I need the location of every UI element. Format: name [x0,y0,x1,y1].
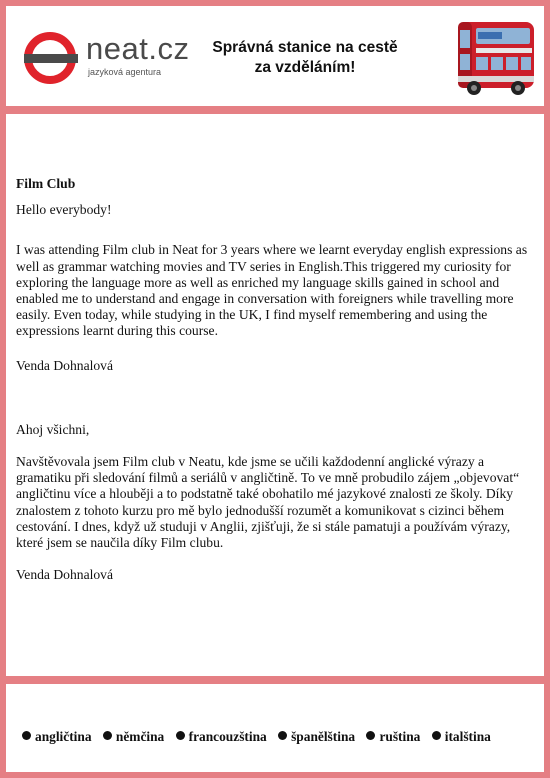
neat-logo[interactable] [22,30,202,86]
bullet-icon [22,731,31,740]
language-item-russian [366,729,420,745]
double-decker-bus-icon [452,12,540,100]
language-label: italština [444,729,491,744]
language-item-german [103,729,164,745]
en-signature: Venda Dohnalová [16,357,114,373]
language-label: francouzština [188,729,267,744]
bullet-icon [103,731,112,740]
language-label: španělština [291,729,356,744]
bullet-icon [432,731,441,740]
footer-divider [0,676,550,684]
brand-subtitle: jazyková agentura [88,67,162,77]
language-item-spanish [278,729,355,745]
bullet-icon [366,731,375,740]
en-body: I was attending Film club in Neat for 3 years where we learnt everyday english expressions as well as grammar watching movies and TV series in English.This triggered my curiosity for exploring the language more as well as enriched my language skills gained in school and enabled me to understand and engage in conversation with foreigners while travelling more easily. Even today, while studying in the UK, I find myself remembering and using the expressions learnt during this course. [16,242,528,339]
slogan-line-2: za vzděláním! [254,59,356,76]
language-list [22,729,532,745]
language-label: ruština [379,729,421,744]
en-greeting: Hello everybody! [16,202,112,218]
bullet-icon [278,731,287,740]
slogan-line-1: Správná stanice na cestě [212,39,398,56]
language-label: němčina [115,729,165,744]
language-item-english [22,729,92,745]
brand-name: neat.cz [86,31,190,66]
logo-ring-icon [22,30,82,86]
header-divider [0,106,550,114]
article-title: Film Club [16,176,76,191]
bullet-icon [176,731,185,740]
language-item-french [176,729,267,745]
cz-body: Navštěvovala jsem Film club v Neatu, kde jsme se učili každodenní anglické výrazy a gramatiku při sledování filmů a seriálů v angličtině. To ve mně probudilo zájem „objevovat“ angličtinu více a hlouběji a to podstatně také obohatilo mé jazykové znalosti ze školy. Díky znalostem z tohoto kurzu pro mě bylo jednodušší rozumět a komunikovat s cizinci během cestování. I dnes, když už studuji v Anglii, zjišťuji, že si stále pamatuji a používám výrazy, které jsem se naučila díky Film clubu. [16,454,520,551]
cz-signature: Venda Dohnalová [16,567,114,583]
language-label: angličtina [35,729,92,744]
slogan [200,38,410,78]
article [16,176,528,583]
language-item-italian [432,729,491,745]
cz-greeting: Ahoj všichni, [16,421,90,437]
